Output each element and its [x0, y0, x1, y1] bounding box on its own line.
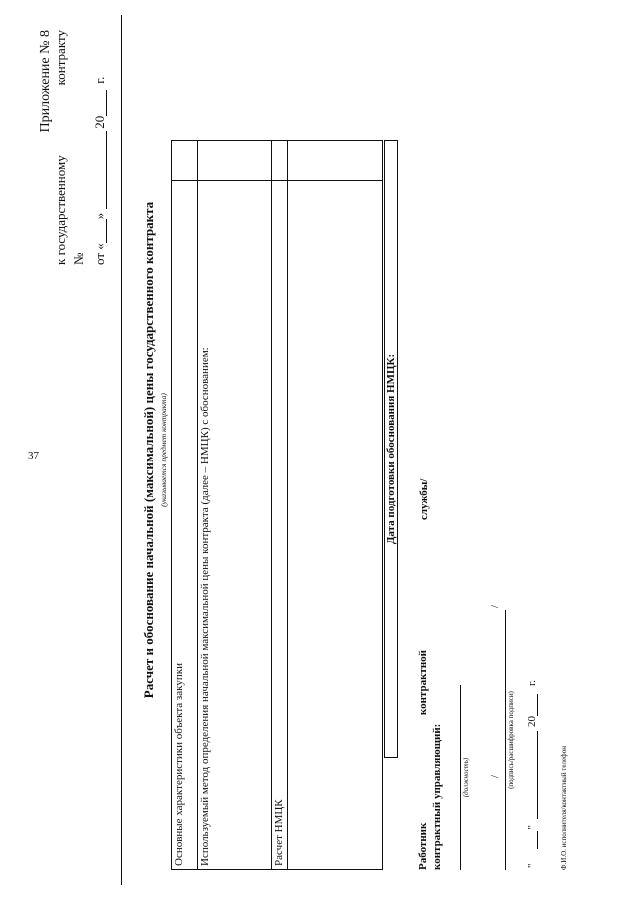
sign-year: 20 [526, 716, 538, 727]
signature-date [526, 680, 538, 868]
table-row [198, 141, 272, 870]
page-number: 37 [28, 450, 39, 462]
date-quote-close: » [92, 212, 107, 220]
worker-label [416, 650, 444, 870]
row-empty-cell [287, 141, 383, 182]
appendix-number: № [71, 252, 86, 265]
row-method-label: Используемый метод определения начальной максимальной цены контракта (далее – НМЦК) с обоснованием: [198, 181, 272, 870]
date-prepared-row: Дата подготовки обоснования НМЦК: [384, 140, 398, 758]
row-characteristics-label: Основные характеристики объекта закупки [172, 181, 198, 870]
sign-day-blank [526, 832, 538, 850]
worker-line1 [416, 650, 430, 870]
row-calculation-label: Расчет НМЦК [272, 181, 288, 870]
position-caption: (должность) [462, 757, 470, 798]
table-row [172, 141, 198, 870]
date-from-label: от « [92, 243, 107, 265]
worker-word2: контрактной [417, 650, 429, 716]
sign-year-suffix: г. [526, 679, 538, 686]
worker-line2: контрактный управляющий: [431, 723, 443, 870]
year-blank [94, 90, 107, 116]
row-characteristics-cell [172, 141, 198, 182]
appendix-contract-ref [53, 30, 68, 265]
appendix-contract-word: контракту [53, 30, 68, 86]
appendix-block [38, 30, 107, 265]
document-subtitle: (указывается предмет контракта) [159, 393, 168, 507]
worker-word1: Работник [417, 822, 429, 870]
appendix-state-word: к государственному [53, 155, 68, 265]
row-empty-label [287, 181, 383, 870]
rotated-form [8, 10, 608, 890]
day-blank [94, 219, 107, 243]
date-year: 20 [92, 115, 107, 129]
signature-caption: (подпись/расшифровка подписи) [507, 691, 515, 789]
sign-date-quote-close: " [526, 825, 538, 830]
row-method-cell [198, 141, 272, 182]
service-suffix: службы/ [418, 478, 430, 520]
sign-year-blank [526, 694, 538, 716]
signature-line [505, 610, 506, 870]
month-blank [94, 131, 107, 209]
row-calculation-cell [272, 141, 288, 182]
table-row [287, 141, 383, 870]
sign-month-blank [526, 731, 538, 819]
position-line [460, 685, 461, 870]
date-year-suffix: г. [92, 76, 107, 84]
signature-slash-right: / [489, 604, 501, 608]
appendix-date [92, 30, 107, 265]
table-row [272, 141, 288, 870]
appendix-title: Приложение № 8 [38, 30, 53, 133]
contact-caption: Ф.И.О. исполнителя/контактный телефон [560, 746, 568, 870]
sign-date-quote-open: " [526, 863, 538, 868]
header-rule [121, 15, 122, 885]
nmck-table [171, 140, 383, 870]
document-title: Расчет и обоснование начальной (максимальной) цены государственного контракта [141, 201, 156, 699]
signature-slash-left: / [489, 774, 501, 778]
